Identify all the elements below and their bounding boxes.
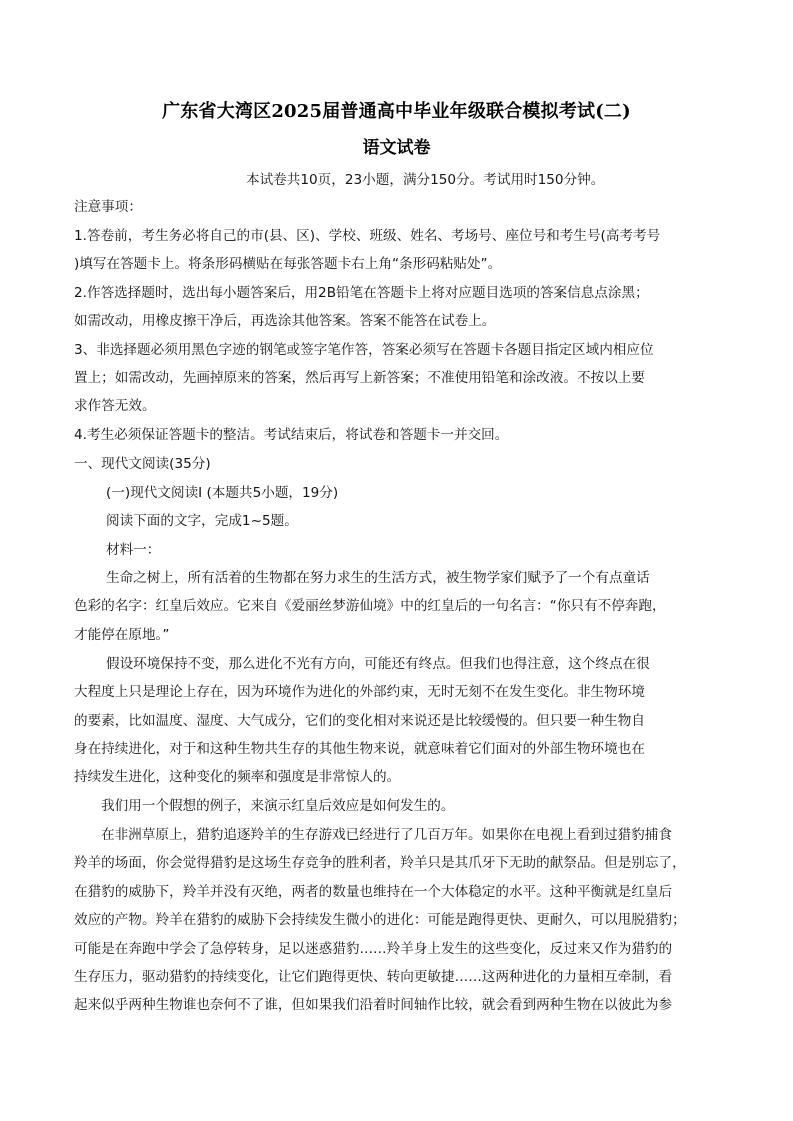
reading-instruction: 阅读下面的文字，完成1~5题。: [106, 513, 298, 529]
body-line: 生存压力，驱动猎豹的持续变化，让它们跑得更快、转向更敏捷……这两种进化的力量相互牵制，看: [74, 969, 673, 985]
body-line: 的要素，比如温度、湿度、大气成分，它们的变化相对来说还是比较缓慢的。但只要一种生物自: [74, 713, 645, 729]
notice-line: 置上；如需改动，先画掉原来的答案，然后再写上新答案；不准使用铅笔和涂改液。不按以上要: [74, 370, 645, 386]
body-line: 色彩的名字：红皇后效应。它来自《爱丽丝梦游仙境》中的红皇后的一句名言：“你只有不停奔跑，: [74, 598, 666, 614]
section-heading: 一、现代文阅读(35分): [74, 456, 211, 472]
body-line: 我们用一个假想的例子，来演示红皇后效应是如何发生的。: [101, 798, 455, 814]
notice-line: )填写在答题卡上。将条形码横贴在每张答题卡右上角“条形码粘贴处”。: [74, 256, 502, 272]
body-line: 羚羊的场面，你会觉得猎豹是这场生存竞争的胜利者，羚羊只是其爪牙下无助的献祭品。但是别忘了，: [74, 855, 686, 871]
body-line: 在猎豹的威胁下，羚羊并没有灭绝，两者的数量也维持在一个大体稳定的水平。这种平衡就是红皇后: [74, 884, 673, 900]
notice-line: 求作答无效。: [74, 398, 156, 414]
body-line: 可能是在奔跑中学会了急停转身，足以迷惑猎豹……羚羊身上发生的这些变化，反过来又作为猎豹的: [74, 941, 673, 957]
body-line: 大程度上只是理论上存在，因为环境作为进化的外部约束，无时无刻不在发生变化。非生物环境: [74, 684, 645, 700]
body-line: 效应的产物。羚羊在猎豹的威胁下会持续发生微小的进化：可能是跑得更快、更耐久，可以甩脱猎豹；: [74, 912, 686, 928]
notice-line: 2.作答选择题时，选出每小题答案后，用2B铅笔在答题卡上将对应题目选项的答案信息点涂黑；: [74, 285, 649, 301]
notice-line: 1.答卷前，考生务必将自己的市(县、区)、学校、班级、姓名、考场号、座位号和考生号(高考考号: [74, 228, 661, 244]
notice-line: 4.考生必须保证答题卡的整洁。考试结束后，将试卷和答题卡一并交回。: [74, 427, 509, 443]
exam-title: 广东省大湾区2025届普通高中毕业年级联合模拟考试(二): [162, 101, 631, 122]
body-line: 在非洲草原上，猎豹追逐羚羊的生存游戏已经进行了几百万年。如果你在电视上看到过猎豹捕食: [101, 827, 672, 843]
material-label: 材料一：: [106, 542, 161, 558]
body-line: 持续发生进化，这种变化的频率和强度是非常惊人的。: [74, 769, 401, 785]
body-line: 起来似乎两种生物谁也奈何不了谁，但如果我们沿着时间轴作比较，就会看到两种生物在以彼此为参: [74, 997, 673, 1013]
section-subheading: (一)现代文阅读Ⅰ (本题共5小题，19分): [106, 485, 339, 501]
body-line: 假设环境保持不变，那么进化不光有方向，可能还有终点。但我们也得注意，这个终点在很: [106, 656, 650, 672]
exam-subtitle: 语文试卷: [362, 138, 431, 158]
exam-info: 本试卷共10页，23小题，满分150分。考试用时150分钟。: [246, 172, 605, 188]
notice-line: 如需改动，用橡皮擦干净后，再选涂其他答案。答案不能答在试卷上。: [74, 313, 496, 329]
body-line: 才能停在原地。”: [74, 627, 170, 643]
body-line: 生命之树上，所有活着的生物都在努力求生的生活方式，被生物学家们赋予了一个有点童话: [106, 570, 650, 586]
notice-line: 3、非选择题必须用黑色字迹的钢笔或签字笔作答，答案必须写在答题卡各题目指定区域内相应位: [74, 342, 654, 358]
notice-heading: 注意事项：: [74, 199, 142, 215]
body-line: 身在持续进化，对于和这种生物共生存的其他生物来说，就意味着它们面对的外部生物环境也在: [74, 741, 645, 757]
